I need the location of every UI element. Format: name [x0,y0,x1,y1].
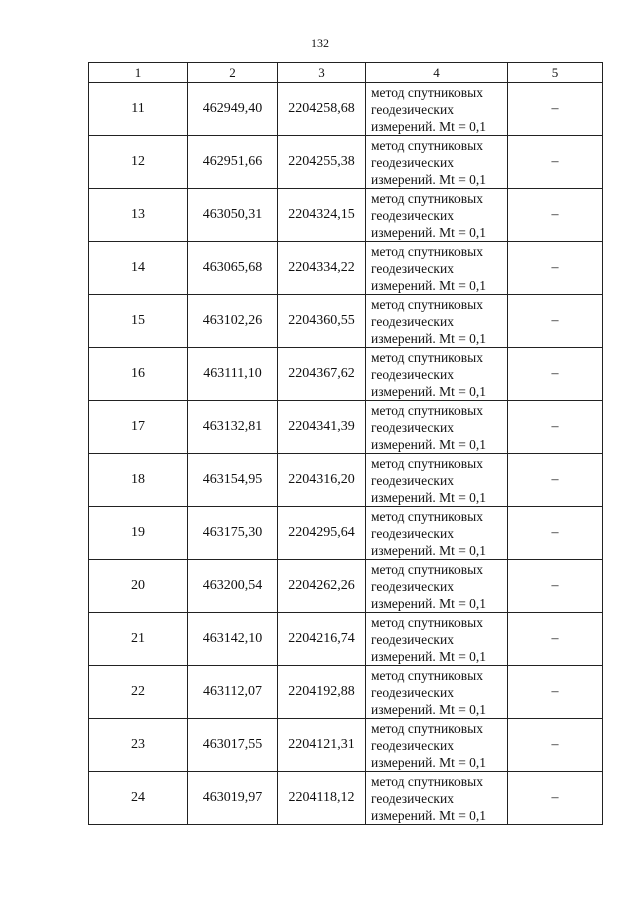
coordinate-y: 2204367,62 [278,348,366,401]
coordinate-x: 462951,66 [188,136,278,189]
point-number: 15 [89,295,188,348]
coordinate-y: 2204341,39 [278,401,366,454]
method-line: геодезических [371,790,454,806]
coordinate-x: 463102,26 [188,295,278,348]
method-line: измерений. Mt = 0,1 [371,489,487,505]
point-number: 23 [89,719,188,772]
point-number: 13 [89,189,188,242]
coordinate-y: 2204255,38 [278,136,366,189]
table-row [89,136,603,189]
coordinate-x: 463050,31 [188,189,278,242]
note-dash: – [508,295,603,348]
coordinate-y: 2204324,15 [278,189,366,242]
method-line: метод спутниковых [371,84,483,100]
coordinate-y: 2204334,22 [278,242,366,295]
method-line: измерений. Mt = 0,1 [371,277,487,293]
method-line: метод спутниковых [371,720,483,736]
table-header-row [89,63,603,83]
method-line: измерений. Mt = 0,1 [371,807,487,823]
coordinate-x: 463154,95 [188,454,278,507]
method-line: метод спутниковых [371,773,483,789]
note-dash: – [508,507,603,560]
coordinate-x: 462949,40 [188,83,278,136]
method-description [366,83,508,136]
coordinate-y: 2204118,12 [278,772,366,825]
method-line: геодезических [371,472,454,488]
note-dash: – [508,613,603,666]
method-line: измерений. Mt = 0,1 [371,436,487,452]
method-line: геодезических [371,154,454,170]
point-number: 14 [89,242,188,295]
method-line: геодезических [371,578,454,594]
method-line: измерений. Mt = 0,1 [371,701,487,717]
coordinate-y: 2204216,74 [278,613,366,666]
table-row [89,189,603,242]
column-header: 5 [508,63,603,83]
point-number: 16 [89,348,188,401]
method-line: метод спутниковых [371,190,483,206]
method-description [366,189,508,242]
coordinates-table [88,62,603,825]
table-row [89,613,603,666]
note-dash: – [508,772,603,825]
coordinate-y: 2204121,31 [278,719,366,772]
method-description [366,295,508,348]
method-line: метод спутниковых [371,508,483,524]
method-line: метод спутниковых [371,402,483,418]
method-line: метод спутниковых [371,349,483,365]
method-line: геодезических [371,419,454,435]
method-description [366,242,508,295]
method-line: геодезических [371,631,454,647]
method-description [366,454,508,507]
method-line: геодезических [371,207,454,223]
method-line: метод спутниковых [371,455,483,471]
point-number: 18 [89,454,188,507]
method-line: метод спутниковых [371,667,483,683]
column-header: 4 [366,63,508,83]
column-header: 1 [89,63,188,83]
table-body [89,83,603,825]
method-description [366,719,508,772]
method-line: геодезических [371,684,454,700]
point-number: 12 [89,136,188,189]
point-number: 17 [89,401,188,454]
method-description [366,401,508,454]
method-line: измерений. Mt = 0,1 [371,224,487,240]
column-header: 2 [188,63,278,83]
point-number: 21 [89,613,188,666]
table-row [89,348,603,401]
method-line: геодезических [371,525,454,541]
coordinate-x: 463017,55 [188,719,278,772]
table-row [89,560,603,613]
table-row [89,666,603,719]
method-line: метод спутниковых [371,243,483,259]
coordinate-x: 463019,97 [188,772,278,825]
method-line: геодезических [371,260,454,276]
method-line: метод спутниковых [371,614,483,630]
table-row [89,772,603,825]
method-line: измерений. Mt = 0,1 [371,648,487,664]
method-line: метод спутниковых [371,296,483,312]
method-description [366,136,508,189]
method-description [366,348,508,401]
coordinate-y: 2204262,26 [278,560,366,613]
method-line: измерений. Mt = 0,1 [371,171,487,187]
table-row [89,719,603,772]
note-dash: – [508,666,603,719]
table-row [89,242,603,295]
coordinate-x: 463200,54 [188,560,278,613]
coordinate-x: 463132,81 [188,401,278,454]
point-number: 19 [89,507,188,560]
note-dash: – [508,560,603,613]
method-line: геодезических [371,313,454,329]
note-dash: – [508,454,603,507]
coordinate-y: 2204295,64 [278,507,366,560]
page-number: 132 [311,36,329,50]
coordinate-y: 2204258,68 [278,83,366,136]
method-line: измерений. Mt = 0,1 [371,118,487,134]
coordinate-x: 463142,10 [188,613,278,666]
note-dash: – [508,719,603,772]
coordinate-x: 463065,68 [188,242,278,295]
note-dash: – [508,136,603,189]
table-row [89,454,603,507]
coordinate-y: 2204192,88 [278,666,366,719]
method-description [366,507,508,560]
coordinate-y: 2204316,20 [278,454,366,507]
table-row [89,401,603,454]
note-dash: – [508,348,603,401]
point-number: 24 [89,772,188,825]
method-line: геодезических [371,737,454,753]
point-number: 20 [89,560,188,613]
point-number: 22 [89,666,188,719]
coordinate-x: 463112,07 [188,666,278,719]
method-line: измерений. Mt = 0,1 [371,330,487,346]
point-number: 11 [89,83,188,136]
table-row [89,507,603,560]
method-description [366,772,508,825]
method-line: измерений. Mt = 0,1 [371,542,487,558]
note-dash: – [508,401,603,454]
method-line: измерений. Mt = 0,1 [371,595,487,611]
note-dash: – [508,189,603,242]
method-description [366,560,508,613]
method-line: метод спутниковых [371,561,483,577]
column-header: 3 [278,63,366,83]
coordinate-x: 463175,30 [188,507,278,560]
table-row [89,295,603,348]
method-line: геодезических [371,366,454,382]
method-description [366,666,508,719]
method-line: геодезических [371,101,454,117]
method-description [366,613,508,666]
method-line: измерений. Mt = 0,1 [371,754,487,770]
note-dash: – [508,242,603,295]
coordinate-y: 2204360,55 [278,295,366,348]
note-dash: – [508,83,603,136]
table-row [89,83,603,136]
coordinate-x: 463111,10 [188,348,278,401]
method-line: метод спутниковых [371,137,483,153]
method-line: измерений. Mt = 0,1 [371,383,487,399]
